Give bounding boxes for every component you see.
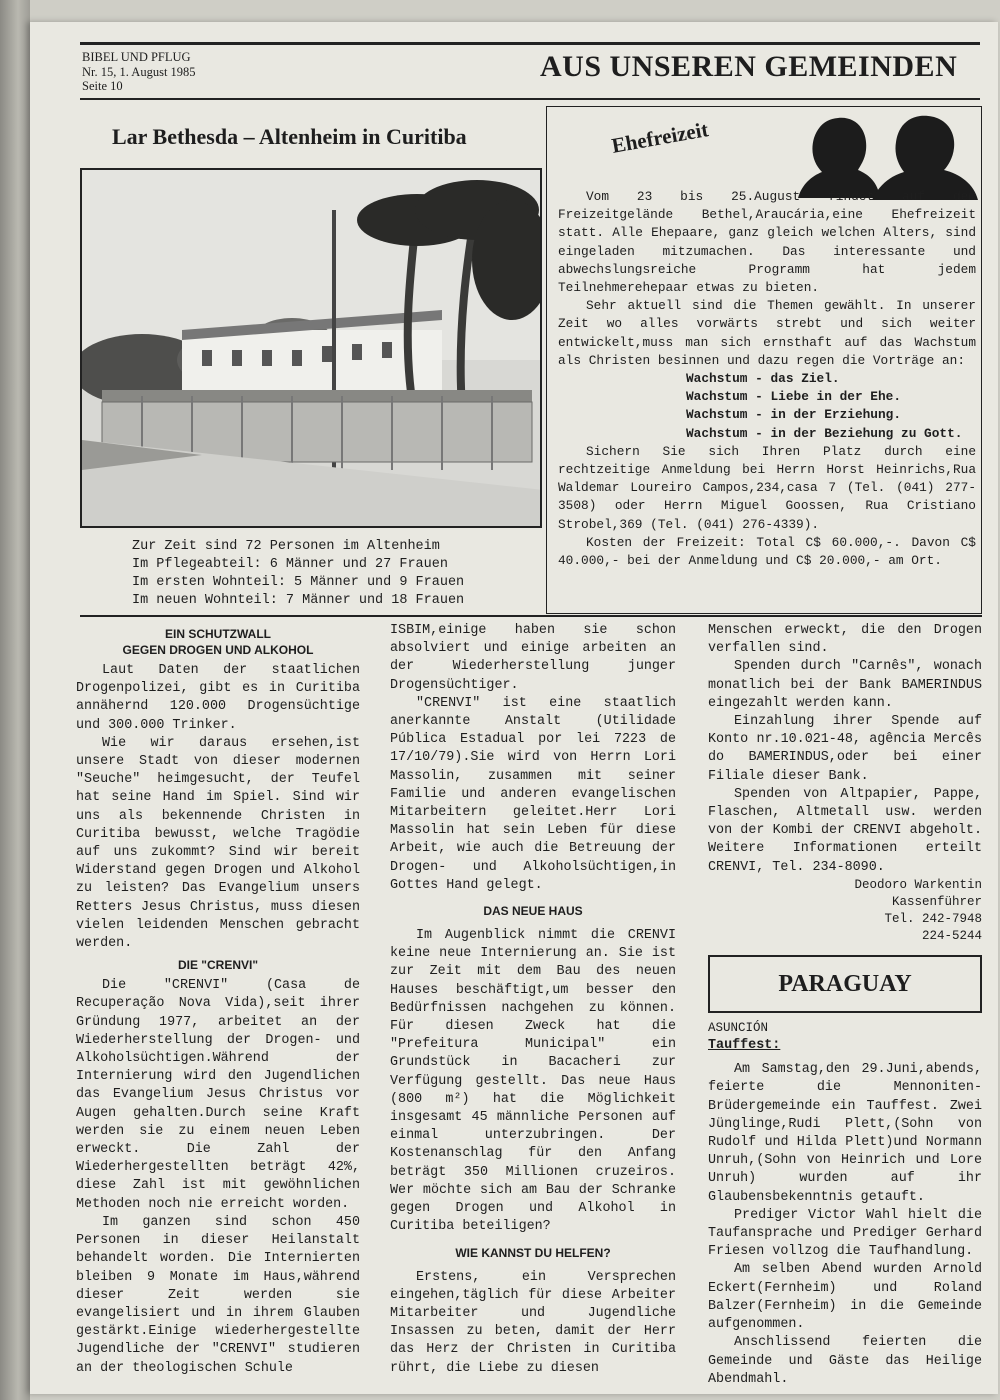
header-rule-bottom: [80, 98, 980, 100]
man-silhouette-icon: [870, 112, 978, 200]
crenvi-subheading: DIE "CRENVI": [177, 958, 259, 973]
crenvi-heading: [76, 626, 360, 658]
topic-item: Wachstum - das Ziel.: [686, 371, 840, 387]
paraguay-paragraph: Am selben Abend wurden Arnold Eckert(Fernheim) und Roland Balzer(Fernheim) in die Gemeinde aufgenommen.: [708, 1262, 982, 1333]
signature-phone: 224-5244: [921, 928, 982, 943]
paraguay-paragraph: Am Samstag,den 29.Juni,abends, feierte die Mennoniten-Brüdergemeinde ein Tauffest. Zwei Jünglinge,Rudi Plett,(Sohn von Rudolf und Hilda Plett)und Normann Unruh,(Sohn von Heinrich und Lore Unruh) wurden auf ihr Glaubensbekenntnis getauft.: [708, 1062, 982, 1205]
article-paragraph: "CRENVI" ist eine staatlich anerkannte Anstalt (Utilidade Pública Estadual por lei 7223 de 17/10/79).Sie wird von Herrn Lori Massolin, zusammen mit seiner Familie und anderen evangelischen Mitarbeitern geleitet.Herr Lori Massolin hat sein Leben für diese Arbeit, wie auch die Betreuung der Drogen- und Alkoholsüchtigen,in Gottes Hand gelegt.: [390, 695, 676, 893]
heading-line: EIN SCHUTZWALL: [165, 627, 271, 641]
header-rule-top: [80, 42, 980, 45]
article-column-3: [708, 622, 982, 1389]
tauffest-subtitle: Tauffest:: [708, 1038, 781, 1054]
altenheim-caption: [132, 538, 464, 610]
article-paragraph: Im ganzen sind schon 450 Personen in dieser Heilanstalt behandelt worden. Die Internierten bleiben 9 Monate im Haus,während dieser Zeit werden sie evangelisiert und in ihrem Glauben gestärkt.Einige wiederhergestellte Jugendliche der "CRENVI" studieren an der theologischen Schule: [76, 1214, 360, 1376]
ehefreizeit-paragraph: Vom 23 bis 25.August findet auf dem Freizeitgelände Bethel,Araucária,eine Ehefreizeit statt. Alle Ehepaare, ganz gleich welchen Alters, sind eingeladen mitzumachen. Das interessante und abwechslungsreiche Programm hat jedem Teilnehmerehepaar etwas zu bieten.: [558, 189, 976, 296]
helfen-heading: WIE KANNST DU HELFEN?: [455, 1245, 611, 1260]
article-paragraph: Spenden von Altpapier, Pappe, Flaschen, Altmetall usw. werden von der Kombi der CRENVI abgeholt. Weitere Informationen erteilt CRENVI, Tel. 234-8090.: [708, 786, 982, 875]
masthead: [82, 50, 196, 94]
issue-info: Nr. 15, 1. August 1985: [82, 64, 196, 79]
paraguay-paragraph: Anschlissend feierten die Gemeinde und Gäste das Heilige Abendmahl.: [708, 1335, 982, 1387]
place-name: ASUNCIÓN: [708, 1020, 769, 1035]
signature-name: Deodoro Warkentin: [854, 877, 982, 892]
book-binding: [0, 0, 30, 1400]
altenheim-photo: [80, 168, 542, 528]
article-paragraph: Im Augenblick nimmt die CRENVI keine neue Internierung an. Sie ist zur Zeit mit dem Bau des neuen Hauses beschäftigt,um besser den Bedürfnissen nachgehen zu können. Für diesen Zweck hat die "Prefeitura Municipal" ein Grundstück in Bacacheri zur Verfügung gestellt. Das neue Haus (800 m²) hat die Möglichkeit insgesamt 45 männliche Personen auf einmal unterzubringen. Der Kostenanschlag für den Anfang beträgt 350 Millionen cruzeiros. Wer möchte sich am Bau der Schranke gegen Drogen und Alkohol in Curitiba beteiligen?: [390, 928, 676, 1235]
signature-phone: Tel. 242-7948: [884, 911, 982, 926]
topic-list: [686, 370, 976, 443]
topic-item: Wachstum - Liebe in der Ehe.: [686, 389, 902, 405]
article-paragraph: Die "CRENVI" (Casa de Recuperação Nova Vida),seit ihrer Gründung 1977, arbeitet an der Wiederherstellung der Drogen- und Alkoholsüchtigen.Während der Internierung wird den Jugendlichen das Evangelium Jesus Christus vor Augen gehalten.Durch seine Kraft werden sie zu einem neuen Leben erweckt. Die Zahl der Wiederhergestellten beträgt 42%, diese Zahl ist mit gewöhnlichen Methoden noch nie erreicht worden.: [76, 978, 360, 1212]
article-column-2: [390, 622, 676, 1378]
topic-item: Wachstum - in der Erziehung.: [686, 407, 902, 423]
article-paragraph: Einzahlung ihrer Spende auf Konto nr.10.021-48, agência Mercês do BAMERINDUS,oder bei einer Filiale dieser Bank.: [708, 714, 982, 784]
caption-line: Im Pflegeabteil: 6 Männer und 27 Frauen: [132, 557, 448, 572]
ehefreizeit-title: Ehefreizeit: [609, 117, 711, 158]
signature-role: Kassenführer: [891, 894, 982, 909]
caption-line: Im neuen Wohnteil: 7 Männer und 18 Frauen: [132, 593, 465, 608]
ehefreizeit-paragraph: Kosten der Freizeit: Total C$ 60.000,-. Davon C$ 40.000,- bei der Anmeldung und C$ 20.000,- am Ort.: [558, 534, 976, 569]
neues-haus-heading: DAS NEUE HAUS: [483, 904, 583, 919]
paraguay-paragraph: Prediger Victor Wahl hielt die Taufansprache und Prediger Gerhard Friesen vollzog die Taufhandlung.: [708, 1207, 982, 1260]
topic-item: Wachstum - in der Beziehung zu Gott.: [686, 425, 963, 441]
article-paragraph: Laut Daten der staatlichen Drogenpolizei, gibt es in Curitiba annähernd 120.000 Drogensüchtige und 300.000 Trinker.: [76, 663, 360, 733]
article-paragraph: Wie wir daraus ersehen,ist unsere Stadt von dieser modernen "Seuche" heimgesucht, der Teufel hat seine Hand im Spiel. Sind wir uns als bekennende Christen in Curitiba bewusst, welche Tragödie auf uns zukommt? Sind wir bereit Widerstand gegen Drogen und Alkohol zu leisten? Das Evangelium unsers Retters Jesus Christus, muss diesen vielen leidenden Menschen gebracht werden.: [76, 735, 360, 952]
article-paragraph: ISBIM,einige haben sie schon absolviert und einige arbeiten an der Wiederherstellung junger Drogensüchtiger.: [390, 623, 676, 693]
ehefreizeit-paragraph: Sehr aktuell sind die Themen gewählt. In unserer Zeit wo alles vorwärts strebt und sich weiter entwickelt,muss man sich ernsthaft auf das Wachstum als Christen besinnen und dazu regen die Vorträge an:: [558, 298, 976, 368]
section-separator: [80, 615, 982, 617]
altenheim-title: Lar Bethesda – Altenheim in Curitiba: [112, 124, 467, 149]
caption-line: Zur Zeit sind 72 Personen im Altenheim: [132, 539, 440, 554]
article-paragraph: Menschen erweckt, die den Drogen verfallen sind.: [708, 623, 982, 657]
article-column-1: [76, 622, 360, 1378]
ehefreizeit-text: [558, 188, 976, 570]
woman-silhouette-icon: [798, 112, 880, 198]
paraguay-banner: PARAGUAY: [708, 955, 982, 1013]
caption-line: Im ersten Wohnteil: 5 Männer und 9 Frauen: [132, 575, 465, 590]
section-title: AUS UNSEREN GEMEINDEN: [540, 50, 958, 83]
publication-name: BIBEL UND PFLUG: [82, 50, 191, 64]
article-paragraph: Erstens, ein Versprechen eingehen,täglich für diese Arbeiter Mitarbeiter und Jugendliche Insassen zu beten, damit der Herr das Herz der Christen in Curitiba rührt, die Liebe zu diesen: [390, 1269, 676, 1376]
heading-line: GEGEN DROGEN UND ALKOHOL: [122, 643, 314, 657]
ehefreizeit-paragraph: Sichern Sie sich Ihren Platz durch eine rechtzeitige Anmeldung bei Herrn Horst Heinrichs,Rua Waldemar Loureiro Campos,234,casa 7 (Tel. (041) 277-3508) oder Herrn Miguel Goossen, Rua Cristiano Strobel,369 (Tel. (041) 276-4339).: [558, 443, 976, 532]
article-paragraph: Spenden durch "Carnês", wonach monatlich bei der Bank BAMERINDUS eingezahlt werden kann.: [708, 659, 982, 711]
building-photo-illustration: [82, 170, 542, 528]
page-number: Seite 10: [82, 79, 123, 93]
